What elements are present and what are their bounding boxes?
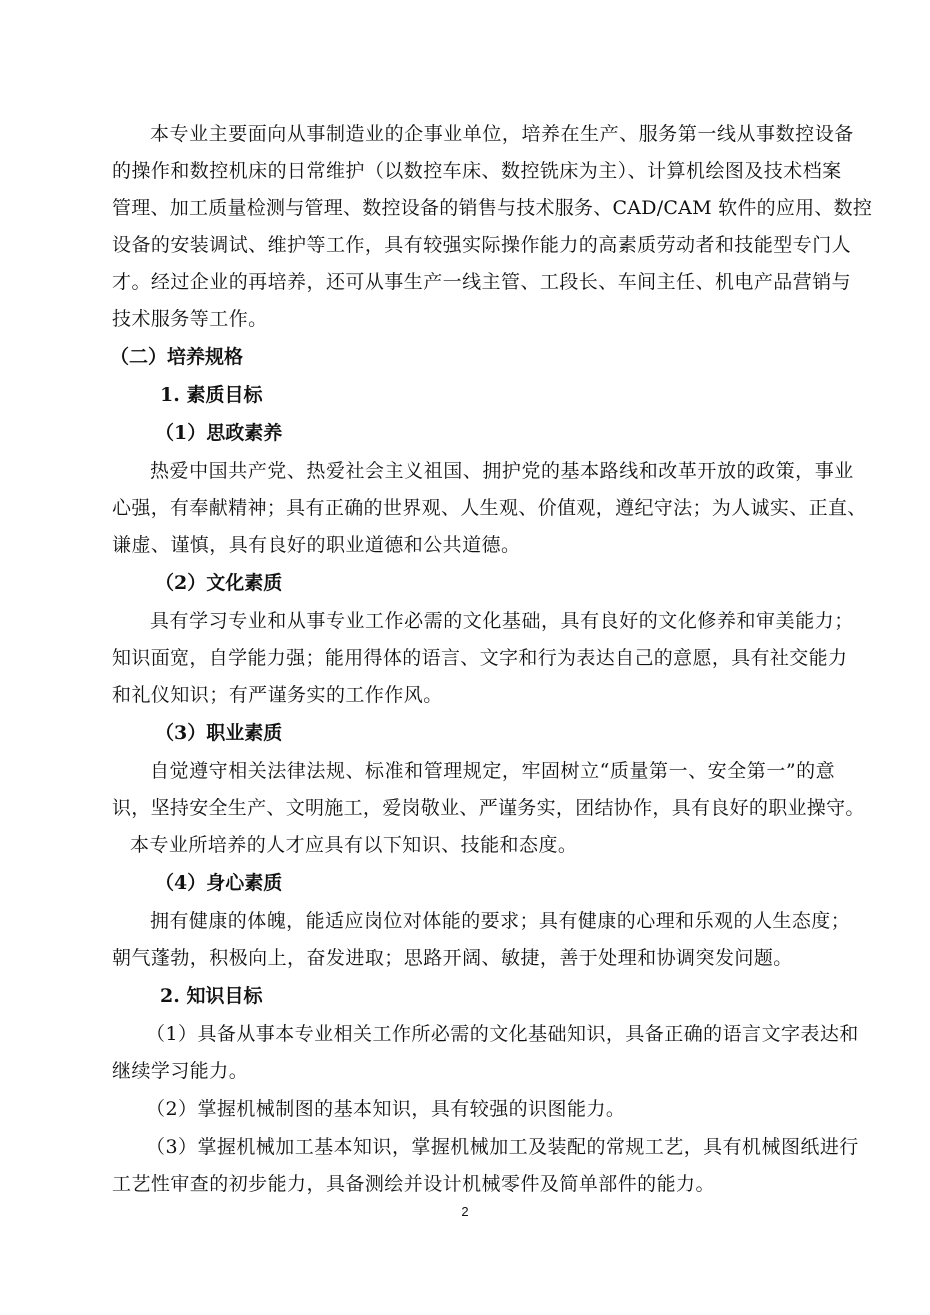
heading-quality-goals: 1. 素质目标 [160, 384, 263, 406]
professional-line-2: 识，坚持安全生产、文明施工，爱岗敬业、严谨务实，团结协作，具有良好的职业操守。 [112, 797, 865, 819]
intro-line-4: 设备的安装调试、维护等工作，具有较强实际操作能力的高素质劳动者和技能型专门人 [112, 234, 852, 256]
culture-line-3: 和礼仪知识；有严谨务实的工作作风。 [112, 684, 443, 706]
intro-line-6: 技术服务等工作。 [112, 308, 268, 330]
knowledge-item-3-line-2: 工艺性审查的初步能力，具备测绘并设计机械零件及简单部件的能力。 [112, 1173, 715, 1195]
culture-line-1: 具有学习专业和从事专业工作必需的文化基础，具有良好的文化修养和审美能力； [150, 610, 854, 632]
health-line-1: 拥有健康的体魄，能适应岗位对体能的要求；具有健康的心理和乐观的人生态度； [150, 910, 851, 932]
heading-professional: （3）职业素质 [155, 722, 283, 744]
professional-line-3: 本专业所培养的人才应具有以下知识、技能和态度。 [130, 834, 578, 856]
health-line-2: 朝气蓬勃，积极向上，奋发进取；思路开阔、敏捷，善于处理和协调突发问题。 [112, 947, 793, 969]
page-number: 2 [461, 1204, 469, 1219]
knowledge-item-2-line-1: （2）掌握机械制图的基本知识，具有较强的识图能力。 [146, 1098, 626, 1120]
section-heading-training-spec: （二）培养规格 [110, 346, 244, 368]
intro-line-2: 的操作和数控机床的日常维护（以数控车床、数控铣床为主）、计算机绘图及技术档案 [112, 160, 842, 182]
intro-line-5: 才。经过企业的再培养，还可从事生产一线主管、工段长、车间主任、机电产品营销与 [112, 271, 852, 293]
intro-line-1: 本专业主要面向从事制造业的企事业单位，培养在生产、服务第一线从事数控设备 [150, 123, 854, 145]
professional-line-1: 自觉遵守相关法律法规、标准和管理规定，牢固树立“质量第一、安全第一”的意 [150, 760, 836, 782]
knowledge-item-1-line-1: （1）具备从事本专业相关工作所必需的文化基础知识，具备正确的语言文字表达和 [146, 1023, 859, 1045]
knowledge-item-3-line-1: （3）掌握机械加工基本知识，掌握机械加工及装配的常规工艺，具有机械图纸进行 [146, 1136, 859, 1158]
heading-ideology: （1）思政素养 [155, 422, 283, 444]
culture-line-2: 知识面宽，自学能力强；能用得体的语言、文字和行为表达自己的意愿，具有社交能力 [112, 647, 848, 669]
heading-health: （4）身心素质 [155, 872, 283, 894]
heading-culture: （2）文化素质 [155, 572, 283, 594]
ideology-line-3: 谦虚、谨慎，具有良好的职业道德和公共道德。 [112, 534, 521, 556]
heading-knowledge-goals: 2. 知识目标 [160, 985, 263, 1007]
ideology-line-2: 心强，有奉献精神；具有正确的世界观、人生观、价值观，遵纪守法；为人诚实、正直、 [112, 497, 867, 519]
intro-line-3: 管理、加工质量检测与管理、数控设备的销售与技术服务、CAD/CAM 软件的应用、数控 [112, 197, 873, 219]
ideology-line-1: 热爱中国共产党、热爱社会主义祖国、拥护党的基本路线和改革开放的政策，事业 [150, 460, 854, 482]
knowledge-item-1-line-2: 继续学习能力。 [112, 1060, 249, 1082]
